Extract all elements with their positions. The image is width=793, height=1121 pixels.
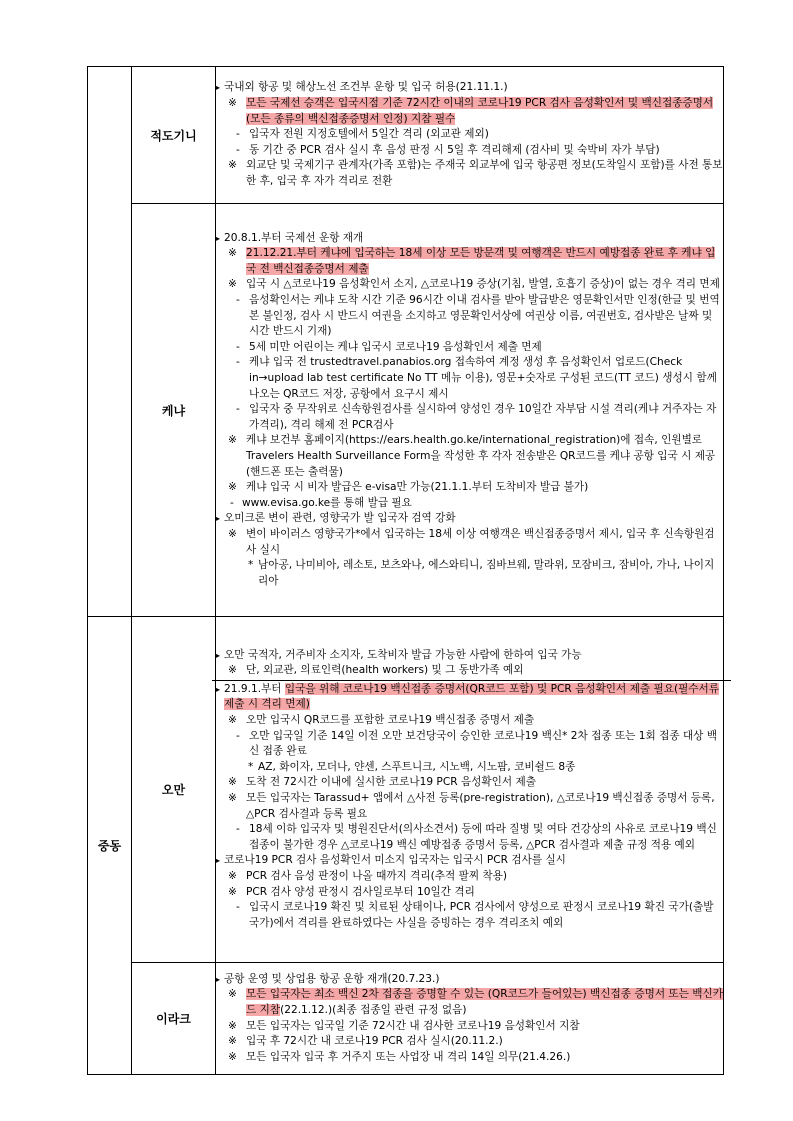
dash-item xyxy=(216,293,723,340)
entry-rules-table xyxy=(87,66,724,1075)
item-marker: ※ xyxy=(228,527,237,540)
item-text: 18세 이하 입국자 및 병원진단서(의사소견서) 등에 따라 질병 및 여타 건강상의 사유로 코로나19 백신 접종이 불가한 경우 △코로나19 백신 예방접종 증명서 등록, △PCR 검사결과 제출 규정 적용 예외 xyxy=(249,823,717,851)
bullet-text: 20.8.1.부터 국제선 운항 재개 xyxy=(224,231,364,244)
item-text: PCR 검사 양성 판정시 검사일로부터 10일간 격리 xyxy=(246,885,475,898)
bullet-text: 국내외 항공 및 해상노선 조건부 운항 및 입국 허용(21.11.1.) xyxy=(224,81,508,94)
item-marker: * xyxy=(248,559,254,572)
highlighted-text: 21.12.21.부터 케냐에 입국하는 18세 이상 모든 방문객 및 여행객은 반드시 예방접종 완료 후 케냐 입국 전 백신접종증명서 제출 xyxy=(246,247,716,275)
note-item xyxy=(216,1019,723,1035)
bullet-item xyxy=(216,80,723,96)
note-item xyxy=(216,1034,723,1050)
bullet-item xyxy=(216,682,723,713)
row-content xyxy=(216,963,724,1075)
item-marker: ※ xyxy=(228,434,237,447)
item-marker: ※ xyxy=(228,885,237,898)
dash-item xyxy=(216,729,723,760)
note-item xyxy=(216,663,723,679)
item-marker: ※ xyxy=(228,159,237,172)
note-item xyxy=(216,791,723,822)
note-item xyxy=(216,246,723,277)
item-suffix: (22.1.12.)(최종 접종일 관련 규정 없음) xyxy=(280,1003,467,1016)
dash-item xyxy=(216,496,723,512)
item-text: 음성확인서는 케냐 도착 시간 기준 96시간 이내 검사를 받아 발급받은 영문확인서만 인정(한글 및 번역본 불인정, 검사 시 반드시 여권을 소지하고 영문확인서상에 여권상 이름, 여권번호, 검사받은 날짜 및 시간 반드시 기재) xyxy=(249,294,720,338)
country-name: 적도기니 xyxy=(132,67,216,204)
bullet-item xyxy=(216,648,723,664)
row-content xyxy=(216,204,724,617)
country-name: 이라크 xyxy=(132,963,216,1075)
item-text: 남아공, 나미비아, 레소토, 보츠와나, 에스와티니, 짐바브웨, 말라위, 모잠비크, 잠비아, 가나, 나이지리아 xyxy=(258,559,715,587)
row-kenya xyxy=(88,204,724,617)
dash-item xyxy=(216,900,723,931)
item-marker: - xyxy=(236,403,240,416)
item-marker: ※ xyxy=(228,481,237,494)
item-marker: ※ xyxy=(228,869,237,882)
note-item xyxy=(216,713,723,729)
item-text: 동 기간 중 PCR 검사 실시 후 음성 판정 시 5일 후 격리해제 (검사비 및 숙박비 자가 부담) xyxy=(249,143,660,156)
item-marker: ※ xyxy=(228,1019,237,1032)
note-item xyxy=(216,158,723,189)
item-text: 케냐 입국 전 trustedtravel.panabios.org 접속하여 계정 생성 후 음성확인서 업로드(Check in→upload lab test certificate No TT 메뉴 이용), 영문+숫자로 구성된 코드(TT 코드) 생성시 함께 나오는 QR코드 저장, 공항에서 요구시 제시 xyxy=(249,356,717,400)
item-text: PCR 검사 음성 판정이 나올 때까지 격리(추적 팔찌 착용) xyxy=(246,869,508,882)
item-marker: - xyxy=(236,823,240,836)
item-text: 모든 입국자는 Tarassud+ 앱에서 △사전 등록(pre-registration), △코로나19 백신접종 증명서 등록, △PCR 검사결과 등록 필요 xyxy=(246,792,715,820)
item-text: 입국 시 △코로나19 음성확인서 소지, △코로나19 증상(기침, 발열, 호흡기 증상)이 없는 경우 격리 면제 xyxy=(246,278,720,291)
footnote-item xyxy=(216,760,723,776)
highlighted-text: 모든 국제선 승객은 입국시점 기준 72시간 이내의 코로나19 PCR 검사 음성확인서 및 백신접종증명서(모든 종류의 백신접종증명서 인정) 지참 필수 xyxy=(246,97,714,125)
item-marker: - xyxy=(236,340,240,353)
dash-item xyxy=(216,402,723,433)
note-item xyxy=(216,96,723,127)
row-content xyxy=(216,617,724,963)
item-marker: - xyxy=(236,901,240,914)
item-marker: - xyxy=(236,294,240,307)
dash-item xyxy=(216,822,723,853)
item-marker: - xyxy=(236,128,240,141)
item-marker: ※ xyxy=(228,97,237,110)
country-name: 케냐 xyxy=(132,204,216,617)
item-marker: ※ xyxy=(228,1050,237,1063)
item-text: 케냐 입국 시 비자 발급은 e-visa만 가능(21.1.1.부터 도착비자 발급 불가) xyxy=(246,481,589,494)
item-marker: - xyxy=(236,143,240,156)
bullet-item xyxy=(216,511,723,527)
item-text: 모든 입국자는 입국일 기준 72시간 내 검사한 코로나19 음성확인서 지참 xyxy=(246,1019,580,1032)
item-marker: ※ xyxy=(228,664,237,677)
item-marker: ※ xyxy=(228,247,237,260)
dash-item xyxy=(216,340,723,356)
dash-item xyxy=(216,143,723,159)
item-text: 모든 입국자 입국 후 거주지 또는 사업장 내 격리 14일 의무(21.4.26.) xyxy=(246,1050,571,1063)
highlighted-text: 입국을 위해 코로나19 백신접종 증명서(QR코드 포함) 및 PCR 음성확인서 제출 필요(필수서류 제출 시 격리 면제) xyxy=(224,682,720,711)
item-marker: * xyxy=(248,760,254,773)
section-divider xyxy=(212,680,731,681)
dash-item xyxy=(216,127,723,143)
row-oman xyxy=(88,617,724,963)
item-text: AZ, 화이자, 모더나, 얀센, 스푸트니크, 시노백, 시노팜, 코비쉴드 8종 xyxy=(258,760,576,773)
item-text: 오만 입국시 QR코드를 포함한 코로나19 백신접종 증명서 제출 xyxy=(246,714,535,727)
item-marker: ※ xyxy=(228,776,237,789)
note-item xyxy=(216,869,723,885)
note-item xyxy=(216,1050,723,1066)
highlighted-text: 모든 입국자는 최소 백신 2차 접종을 증명할 수 있는 (QR코드가 들어있는) 백신접종 증명서 또는 백신카드 지참 xyxy=(246,988,723,1016)
bullet-text: 오만 국적자, 거주비자 소지자, 도착비자 발급 가능한 사람에 한하여 입국 가능 xyxy=(224,648,582,661)
row-equatorial-guinea xyxy=(88,67,724,204)
item-text: 변이 바이러스 영향국가*에서 입국하는 18세 이상 여행객은 백신접종증명서 제시, 입국 후 신속항원검사 실시 xyxy=(246,527,715,556)
item-text: 입국시 코로나19 확진 및 치료된 상태이나, PCR 검사에서 양성으로 판정시 코로나19 확진 국가(출발국가)에서 격리를 완료하였다는 사실을 증빙하는 경우 격리조치 예외 xyxy=(249,901,714,929)
item-text: 5세 미만 어린이는 케냐 입국시 코로나19 음성확인서 제출 면제 xyxy=(249,340,542,353)
bullet-item xyxy=(216,231,723,247)
item-marker: - xyxy=(236,729,240,742)
item-marker: - xyxy=(236,356,240,369)
note-item xyxy=(216,480,723,496)
footnote-item xyxy=(216,558,723,589)
item-text: 외교단 및 국제기구 관계자(가족 포함)는 주재국 외교부에 입국 항공편 정보(도착일시 포함)를 사전 통보 한 후, 입국 후 자가 격리로 전환 xyxy=(246,159,723,187)
note-item xyxy=(216,527,723,558)
dash-item xyxy=(216,355,723,402)
row-iraq xyxy=(88,963,724,1075)
item-text: 입국자 전원 지정호텔에서 5일간 격리 (외교관 제외) xyxy=(249,128,489,141)
note-item xyxy=(216,987,723,1018)
item-text: 입국 후 72시간 내 코로나19 PCR 검사 실시(20.11.2.) xyxy=(246,1035,503,1048)
item-marker: - xyxy=(230,496,234,509)
bullet-text: 코로나19 PCR 검사 음성확인서 미소지 입국자는 입국시 PCR 검사를 실시 xyxy=(224,854,566,867)
item-marker: ※ xyxy=(228,1035,237,1048)
item-text: 오만 입국일 기준 14일 이전 오만 보건당국이 승인한 코로나19 백신* 2차 접종 또는 1회 접종 대상 백신 접종 완료 xyxy=(249,729,718,758)
note-item xyxy=(216,433,723,480)
row-content xyxy=(216,67,724,204)
item-text: 입국자 중 무작위로 신속항원검사를 실시하여 양성인 경우 10일간 자부담 시설 격리(케냐 거주자는 자가격리), 격리 해제 전 PCR검사 xyxy=(249,403,717,431)
country-name: 오만 xyxy=(132,617,216,963)
item-text: 단, 외교관, 의료인력(health workers) 및 그 동반가족 예외 xyxy=(246,664,524,677)
item-marker: ※ xyxy=(228,278,237,291)
bullet-item xyxy=(216,853,723,869)
note-item xyxy=(216,885,723,901)
item-marker: ※ xyxy=(228,988,237,1001)
bullet-text: 공항 운영 및 상업용 항공 운항 재개(20.7.23.) xyxy=(224,972,440,985)
bullet-item xyxy=(216,972,723,988)
bullet-prefix: 21.9.1.부터 xyxy=(224,682,285,695)
note-item xyxy=(216,277,723,293)
item-text: www.evisa.go.ke를 통해 발급 필요 xyxy=(242,496,412,509)
item-marker: ※ xyxy=(228,792,237,804)
item-text: 케냐 보건부 홈페이지(https://ears.health.go.ke/international_registration)에 접속, 인원별로 Travelers Health Surveillance Form을 작성한 후 각자 전송받은 QR코드를 케냐 공항 입국 시 제공(핸드폰 또는 출력물) xyxy=(246,434,716,478)
region-cell xyxy=(88,67,132,617)
region-cell: 중동 xyxy=(88,617,132,1075)
note-item xyxy=(216,775,723,791)
item-text: 도착 전 72시간 이내에 실시한 코로나19 PCR 음성확인서 제출 xyxy=(246,776,536,789)
item-marker: ※ xyxy=(228,714,237,727)
bullet-text: 오미크론 변이 관련, 영향국가 발 입국자 검역 강화 xyxy=(224,512,456,525)
